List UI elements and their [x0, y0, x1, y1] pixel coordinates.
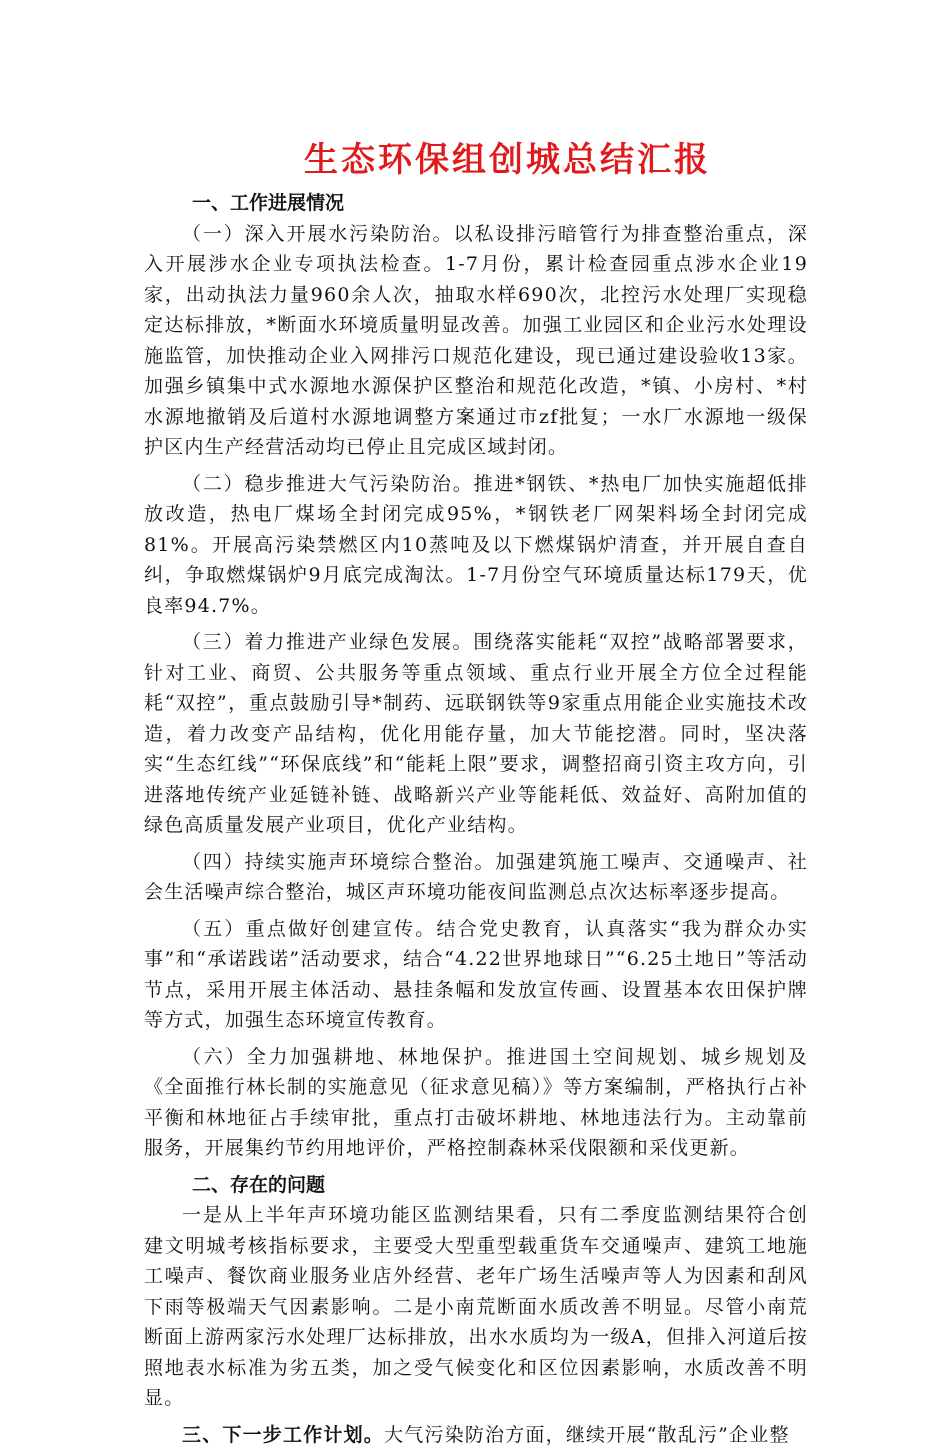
paragraph-publicity: （五）重点做好创建宣传。结合党史教育，认真落实“我为群众办实事”和“承诺践诺”活动要求，结合“4.22世界地球日”“6.25土地日”等活动节点，采用开展主体活动、悬挂条幅和发放宣传画、设置基本农田保护牌等方式，加强生态环境宣传教育。	[144, 917, 808, 1031]
section-heading-next-plan: 三、下一步工作计划。	[182, 1423, 385, 1446]
next-plan-text: 大气污染防治方面，继续开展“散乱污”企业整	[384, 1423, 790, 1446]
paragraph-land-protection: （六）全力加强耕地、林地保护。推进国土空间规划、城乡规划及《全面推行林长制的实施意见（征求意见稿）》等方案编制，严格执行占补平衡和林地征占手续审批，重点打击破坏耕地、林地违法行为。主动靠前服务，开展集约节约用地评价，严格控制森林采伐限额和采伐更新。	[144, 1045, 808, 1159]
paragraph-next-plan	[144, 1420, 808, 1451]
paragraph-noise-control: （四）持续实施声环境综合整治。加强建筑施工噪声、交通噪声、社会生活噪声综合整治，城区声环境功能夜间监测总点次达标率逐步提高。	[144, 850, 808, 903]
paragraph-air-pollution: （二）稳步推进大气污染防治。推进*钢铁、*热电厂加快实施超低排放改造，热电厂煤场全封闭完成95%，*钢铁老厂网架料场全封闭完成81%。开展高污染禁燃区内10蒸吨及以下燃煤锅炉清查，并开展自查自纠，争取燃煤锅炉9月底完成淘汰。1-7月份空气环境质量达标179天，优良率94.7%。	[144, 472, 808, 617]
paragraph-water-pollution: （一）深入开展水污染防治。以私设排污暗管行为排查整治重点，深入开展涉水企业专项执法检查。1-7月份，累计检查园重点涉水企业19家，出动执法力量960余人次，抽取水样690次，北控污水处理厂实现稳定达标排放，*断面水环境质量明显改善。加强工业园区和企业污水处理设施监管，加快推动企业入网排污口规范化建设，现已通过建设验收13家。加强乡镇集中式水源地水源保护区整治和规范化改造，*镇、小房村、*村水源地撤销及后道村水源地调整方案通过市zf批复；一水厂水源地一级保护区内生产经营活动均已停止且完成区域封闭。	[144, 222, 808, 458]
document-body	[144, 188, 808, 1456]
document-title: 生态环保组创城总结汇报	[304, 140, 711, 180]
section-heading-progress: 一、工作进展情况	[192, 192, 345, 214]
section-heading-problems: 二、存在的问题	[192, 1173, 326, 1196]
paragraph-green-industry: （三）着力推进产业绿色发展。围绕落实能耗“双控”战略部署要求，针对工业、商贸、公共服务等重点领域、重点行业开展全方位全过程能耗“双控”，重点鼓励引导*制药、远联钢铁等9家重点用能企业实施技术改造，着力改变产品结构，优化用能存量，加大节能挖潜。同时，坚决落实“生态红线”“环保底线”和“能耗上限”要求，调整招商引资主攻方向，引进落地传统产业延链补链、战略新兴产业等能耗低、效益好、高附加值的绿色高质量发展产业项目，优化产业结构。	[144, 631, 808, 836]
paragraph-problems: 一是从上半年声环境功能区监测结果看，只有二季度监测结果符合创建文明城考核指标要求，主要受大型重型载重货车交通噪声、建筑工地施工噪声、餐饮商业服务业店外经营、老年广场生活噪声等人为因素和刮风下雨等极端天气因素影响。二是小南荒断面水质改善不明显。尽管小南荒断面上游两家污水处理厂达标排放，出水水质均为一级A，但排入河道后按照地表水标准为劣五类，加之受气候变化和区位因素影响，水质改善不明显。	[144, 1204, 808, 1409]
